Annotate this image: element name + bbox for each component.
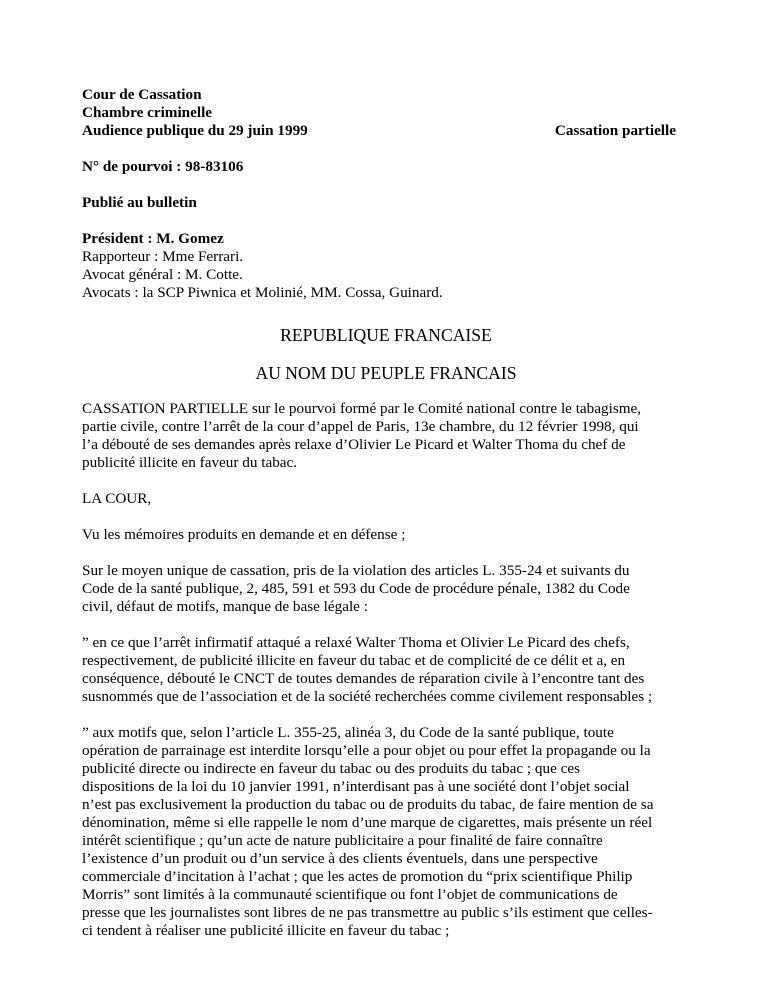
au-nom-title: AU NOM DU PEUPLE FRANCAIS (255, 363, 517, 383)
court-header (82, 86, 682, 140)
text-line: ci tendent à réaliser une publicité illicite en faveur du tabac ; (82, 922, 450, 939)
paragraph-cassation (82, 400, 682, 472)
text-line: publicité directe ou indirecte en faveur du tabac ou des produits du tabac ; que ces (82, 760, 581, 777)
court-name: Cour de Cassation (82, 86, 202, 103)
republique-title: REPUBLIQUE FRANCAISE (280, 325, 492, 345)
document-page (82, 86, 682, 940)
text-line: Sur le moyen unique de cassation, pris de la violation des articles L. 355-24 et suivants du (82, 562, 630, 579)
paragraph-la-cour: LA COUR, (82, 490, 152, 507)
paragraph-en-ce-que (82, 634, 682, 706)
rapporteur: Rapporteur : Mme Ferrari. (82, 248, 244, 265)
text-line: conséquence, débouté le CNCT de toutes demandes de réparation civile à l’encontre tant des (82, 670, 645, 687)
text-line: dispositions de la loi du 10 janvier 1991, n’interdisant pas à une société dont l’objet social (82, 778, 630, 795)
text-line: partie civile, contre l’arrêt de la cour d’appel de Paris, 13e chambre, du 12 février 1998, qui (82, 418, 639, 435)
hearing-row (82, 122, 682, 140)
text-line: ” aux motifs que, selon l’article L. 355-25, alinéa 3, du Code de la santé publique, toute (82, 724, 614, 741)
text-line: opération de parrainage est interdite lorsqu’elle a pour objet ou pour effet la propagande ou la (82, 742, 651, 759)
text-line: n’est pas exclusivement la production du tabac ou de produits du tabac, de faire mention de sa (82, 796, 654, 813)
pourvoi-number: N° de pourvoi : 98-83106 (82, 158, 244, 175)
hearing-date: Audience publique du 29 juin 1999 (82, 122, 308, 139)
text-line: respectivement, de publicité illicite en faveur du tabac et de complicité de ce délit et a, en (82, 652, 626, 669)
president: Président : M. Gomez (82, 230, 224, 247)
text-line: presse que les journalistes sont libres de ne pas transmettre au public s’ils estiment que celles- (82, 904, 653, 921)
text-line: l’a débouté de ses demandes après relaxe d’Olivier Le Picard et Walter Thoma du chef de (82, 436, 626, 453)
text-line: l’existence d’un produit ou d’un service à des clients éventuels, dans une perspective (82, 850, 598, 867)
court-composition (82, 230, 682, 302)
text-line: ” en ce que l’arrêt infirmatif attaqué a relaxé Walter Thoma et Olivier Le Picard des chefs, (82, 634, 630, 651)
avocat-general: Avocat général : M. Cotte. (82, 266, 243, 283)
avocats: Avocats : la SCP Piwnica et Molinié, MM. Cossa, Guinard. (82, 284, 443, 301)
paragraph-aux-motifs (82, 724, 682, 940)
paragraph-moyen (82, 562, 682, 616)
text-line: susnommés que de l’association et de la société recherchées comme civilement responsables ; (82, 688, 653, 705)
text-line: commerciale d’incitation à l’achat ; que les actes de promotion du “prix scientifique Philip (82, 868, 633, 885)
text-line: Code de la santé publique, 2, 485, 591 et 593 du Code de procédure pénale, 1382 du Code (82, 580, 630, 597)
chamber-name: Chambre criminelle (82, 104, 213, 121)
text-line: publicité illicite en faveur du tabac. (82, 454, 298, 471)
decision-type: Cassation partielle (554, 122, 676, 139)
publication-status: Publié au bulletin (82, 194, 197, 211)
text-line: Morris” sont limités à la communauté scientifique ou font l’objet de communications de (82, 886, 618, 903)
text-line: intérêt scientifique ; qu’un acte de nature publicitaire a pour finalité de faire connaître (82, 832, 603, 849)
text-line: dénomination, même si elle rappelle le nom d’une marque de cigarettes, mais présente un réel (82, 814, 653, 831)
text-line: civil, défaut de motifs, manque de base légale : (82, 598, 368, 615)
paragraph-memoires: Vu les mémoires produits en demande et en défense ; (82, 526, 406, 543)
text-line: CASSATION PARTIELLE sur le pourvoi formé par le Comité national contre le tabagisme, (82, 400, 642, 417)
